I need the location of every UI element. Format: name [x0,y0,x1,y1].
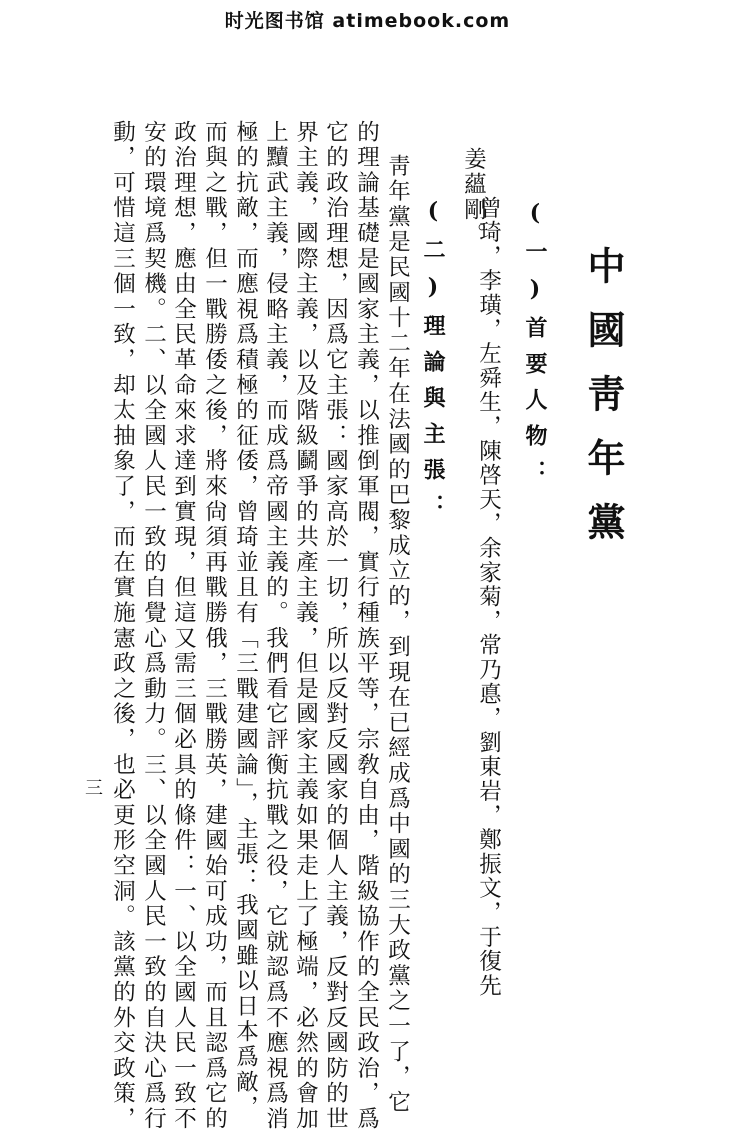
body-line-9: 安的環境爲契機。二、以全國人民一致的自覺心爲動力。三、以全國人民一致的自決心爲行 [140,120,167,1132]
section-2-heading: (二)理論與主張： [420,198,446,530]
page-title: 中國靑年黨 [581,246,626,566]
body-line-6: 極的抗敵，而應視爲積極的征倭，曾琦並且有「三戰建國論」，主張：我國雖以日本爲敵， [232,120,259,1121]
members-line-2: 姜蘊剛。 [460,147,487,249]
body-line-3: 它的政治理想，因爲它主張：國家高於一切，所以反對反國家的個人主義，反對反國防的世 [322,120,349,1132]
body-line-8: 政治理想，應由全民革命來求達到實現，但這又需三個必具的條件：一、以全國人民一致不 [170,120,197,1132]
body-line-4: 界主義，國際主義，以及階級鬬爭的共產主義，但是國家主義如果走上了極端，必然的會加 [292,120,319,1132]
body-line-7: 而與之戰，但一戰勝倭之後，將來尙須再戰勝俄，三戰勝英，建國始可成功，而且認爲它的 [201,120,228,1132]
page-number: 三 [82,778,103,796]
members-line-1: 曾琦，李璜，左舜生，陳啓天，余家菊，常乃悳，劉東岩，鄭振文，于復先 [475,196,502,998]
body-line-5: 上黷武主義，侵略主義，而成爲帝國主義的。我們看它評衡抗戰之役，它就認爲不應視爲消 [262,120,289,1132]
body-line-2: 的理論基礎是國家主義，以推倒軍閥，實行種族平等，宗敎自由，階級協作的全民政治，爲 [353,120,380,1132]
section-1-heading: (一)首要人物： [522,200,548,496]
body-line-1: 靑年黨是民國十二年在法國的巴黎成立的，到現在已經成爲中國的三大政黨之一了，它 [384,154,411,1116]
watermark: 时光图书馆 atimebook.com [224,10,511,32]
body-line-10: 動，可惜這三個一致，却太抽象了，而在實施憲政之後，也必更形空洞。該黨的外交政策， [109,120,136,1132]
